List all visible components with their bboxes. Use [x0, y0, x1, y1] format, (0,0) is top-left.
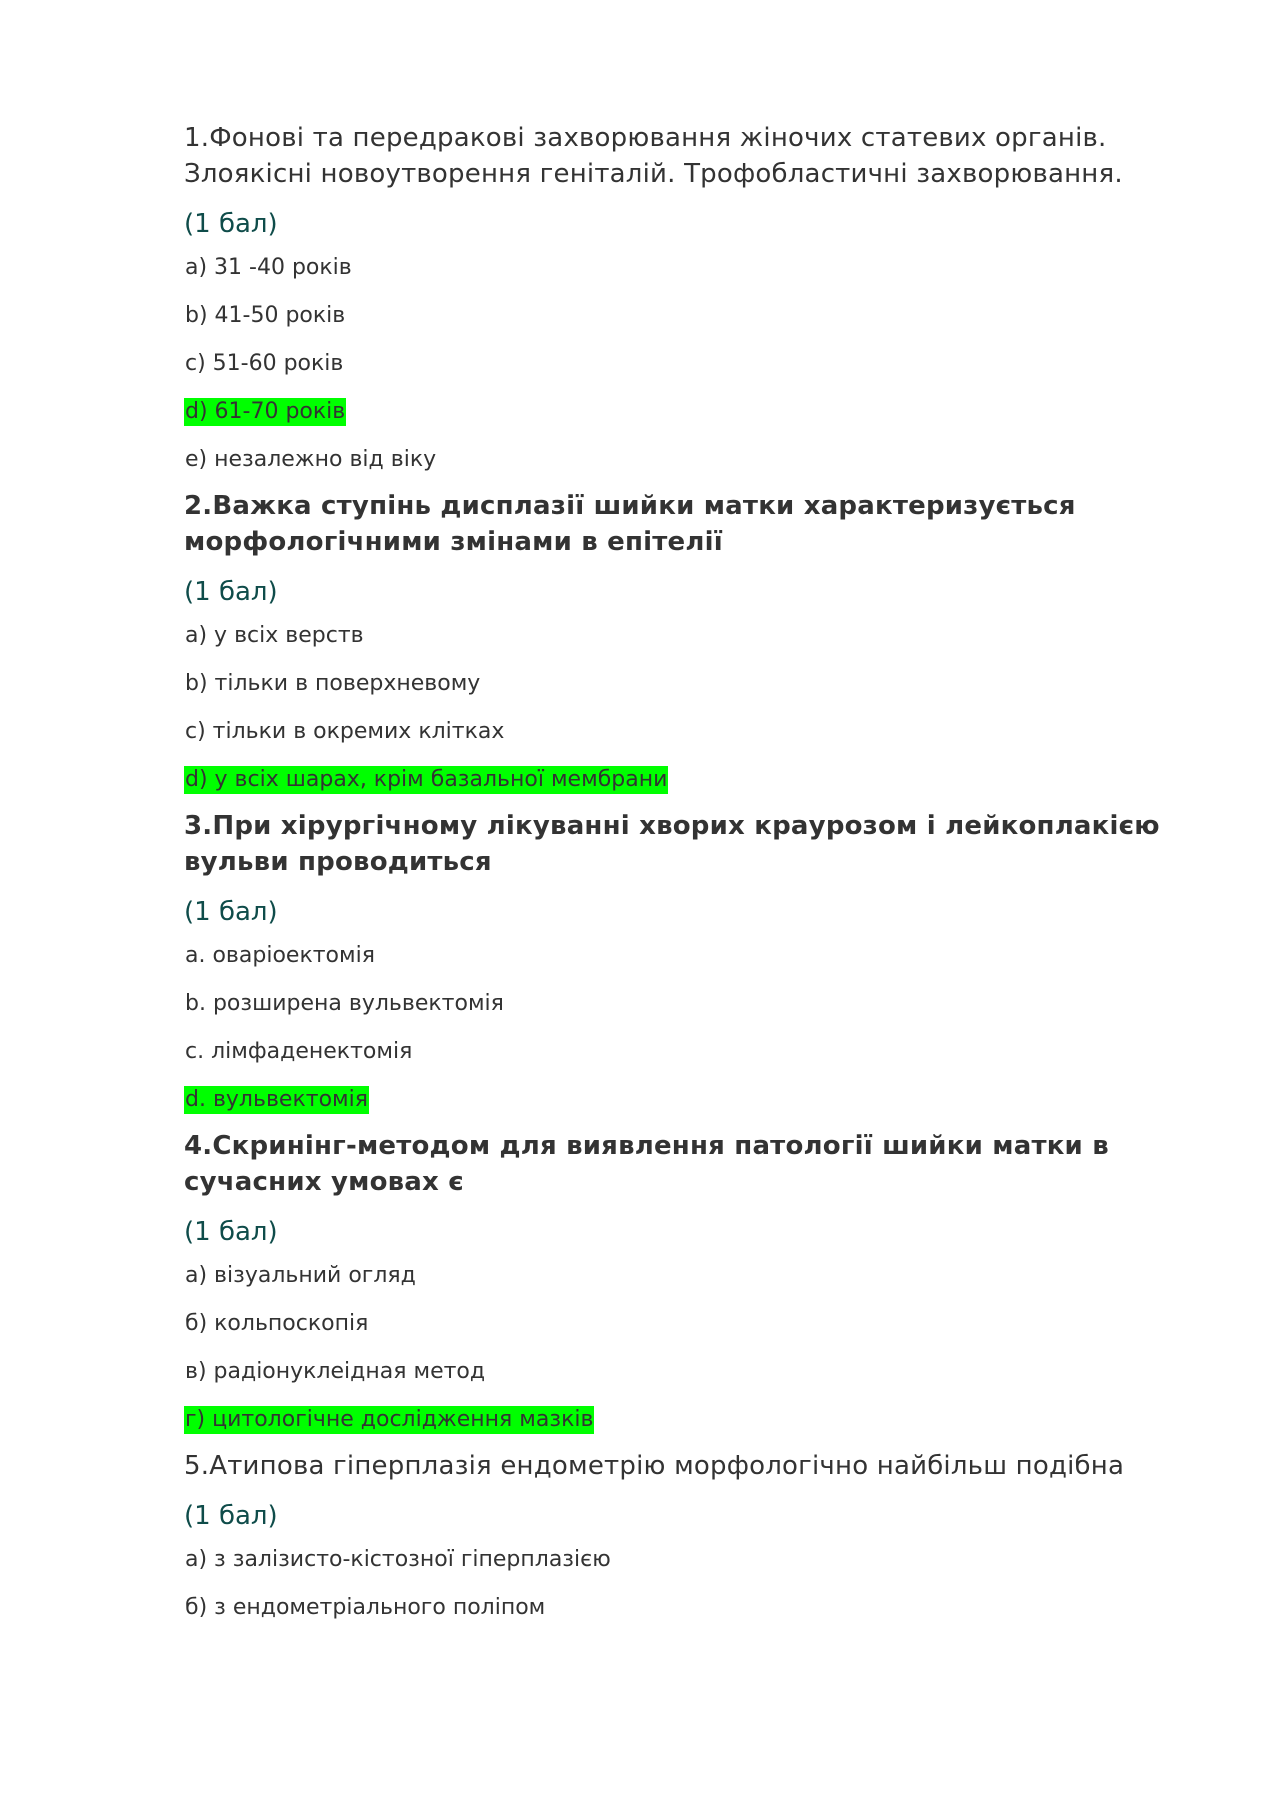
option-text: a. оваріоектомія	[185, 943, 375, 968]
option-text: б) з ендометріального поліпом	[185, 1595, 546, 1620]
question-points: (1 бал)	[184, 577, 278, 607]
answer-option	[184, 1546, 1200, 1574]
question-title: 4.Скринінг-методом для виявлення патології шийки матки в сучасних умовах є	[184, 1131, 1109, 1197]
question-2	[184, 488, 1200, 794]
option-text: г) цитологічне дослідження мазків	[185, 1407, 594, 1432]
answer-option	[184, 1594, 1200, 1622]
question-points: (1 бал)	[184, 1501, 278, 1531]
answer-option	[184, 990, 1200, 1018]
option-text: b) 41-50 років	[185, 303, 346, 328]
answer-option	[184, 1038, 1200, 1066]
answer-option	[184, 1358, 1200, 1386]
question-title: 5.Атипова гіперплазія ендометрію морфологічно найбільш подібна	[184, 1451, 1125, 1481]
answer-option	[184, 350, 1200, 378]
option-text: d) у всіх шарах, крім базальної мембрани	[185, 767, 668, 792]
question-title: 1.Фонові та передракові захворювання жіночих статевих органів. Злоякісні новоутворення геніталій. Трофобластичні захворювання.	[184, 123, 1123, 189]
answer-option	[184, 670, 1200, 698]
answer-option	[184, 446, 1200, 474]
answer-option	[184, 1262, 1200, 1290]
option-text: а) візуальний огляд	[185, 1263, 416, 1288]
question-points: (1 бал)	[184, 897, 278, 927]
option-text: в) радіонуклеідная метод	[185, 1359, 486, 1384]
question-4	[184, 1128, 1200, 1434]
option-text: a) 31 -40 років	[185, 255, 352, 280]
option-text: d) 61-70 років	[185, 399, 346, 424]
answer-option-correct	[184, 1086, 1200, 1114]
answer-option	[184, 302, 1200, 330]
answer-option-correct	[184, 1406, 1200, 1434]
question-title: 3.При хірургічному лікуванні хворих краурозом і лейкоплакією вульви проводиться	[184, 811, 1160, 877]
option-text: a) у всіх верств	[185, 623, 364, 648]
option-text: d. вульвектомія	[185, 1087, 368, 1112]
answer-option	[184, 1310, 1200, 1338]
option-text: b) тільки в поверхневому	[185, 671, 481, 696]
option-text: c) тільки в окремих клітках	[185, 719, 505, 744]
option-text: c. лімфаденектомія	[185, 1039, 413, 1064]
answer-option-correct	[184, 398, 1200, 426]
question-3	[184, 808, 1200, 1114]
answer-option	[184, 254, 1200, 282]
question-1	[184, 120, 1200, 474]
question-points: (1 бал)	[184, 1217, 278, 1247]
option-text: e) незалежно від віку	[185, 447, 437, 472]
answer-option	[184, 622, 1200, 650]
option-text: c) 51-60 років	[185, 351, 344, 376]
question-5	[184, 1448, 1200, 1622]
option-text: а) з залізисто-кістозної гіперплазією	[185, 1547, 611, 1572]
answer-option-correct	[184, 766, 1200, 794]
option-text: b. розширена вульвектомія	[185, 991, 504, 1016]
option-text: б) кольпоскопія	[185, 1311, 369, 1336]
question-points: (1 бал)	[184, 209, 278, 239]
question-title: 2.Важка ступінь дисплазії шийки матки характеризується морфологічними змінами в епітелії	[184, 491, 1076, 557]
answer-option	[184, 718, 1200, 746]
answer-option	[184, 942, 1200, 970]
